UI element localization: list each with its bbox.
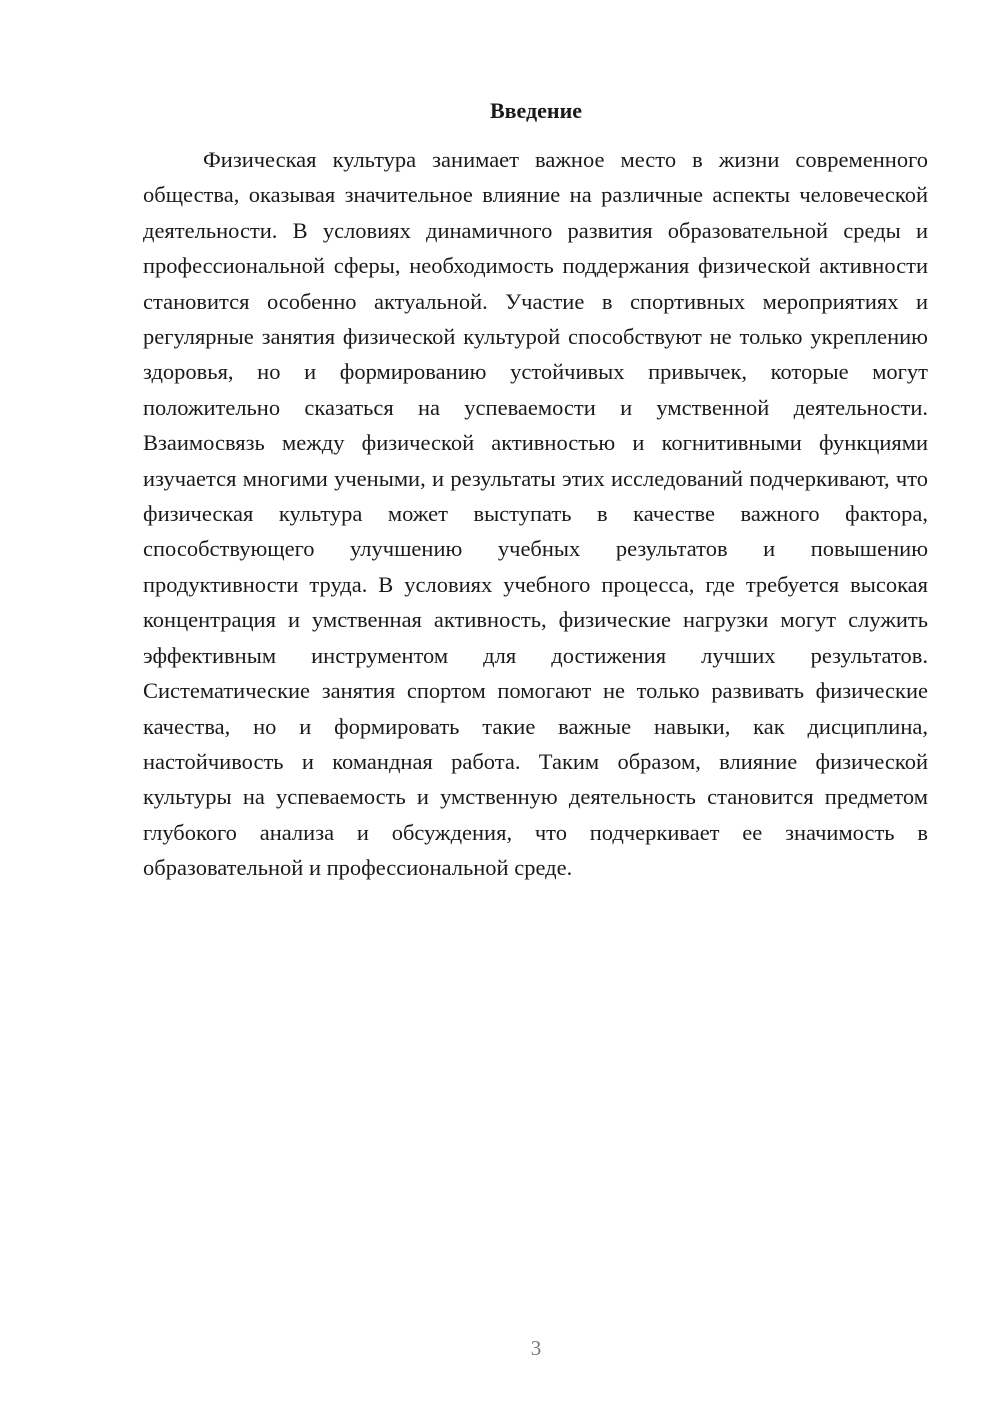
section-heading: Введение <box>489 98 583 123</box>
body-paragraph: Физическая культура занимает важное место в жизни современного общества, оказывая значительное влияние на различные аспекты человеческой деятельности. В условиях динамичного развития образовательной среды и профессиональной сферы, необходимость поддержания физической активности становится особенно актуальной. Участие в спортивных мероприятиях и регулярные занятия физической культурой способствуют не только укреплению здоровья, но и формированию устойчивых привычек, которые могут положительно сказаться на успеваемости и умственной деятельности. Взаимосвязь между физической активностью и когнитивными функциями изучается многими учеными, и результаты этих исследований подчеркивают, что физическая культура может выступать в качестве важного фактора, способствующего улучшению учебных результатов и повышению продуктивности труда. В условиях учебного процесса, где требуется высокая концентрация и умственная активность, физические нагрузки могут служить эффективным инструментом для достижения лучших результатов. Систематические занятия спортом помогают не только развивать физические качества, но и формировать такие важные навыки, как дисциплина, настойчивость и командная работа. Таким образом, влияние физической культуры на успеваемость и умственную деятельность становится предметом глубокого анализа и обсуждения, что подчеркивает ее значимость в образовательной и профессиональной среде. <box>143 147 928 881</box>
page-number: 3 <box>530 1336 542 1360</box>
